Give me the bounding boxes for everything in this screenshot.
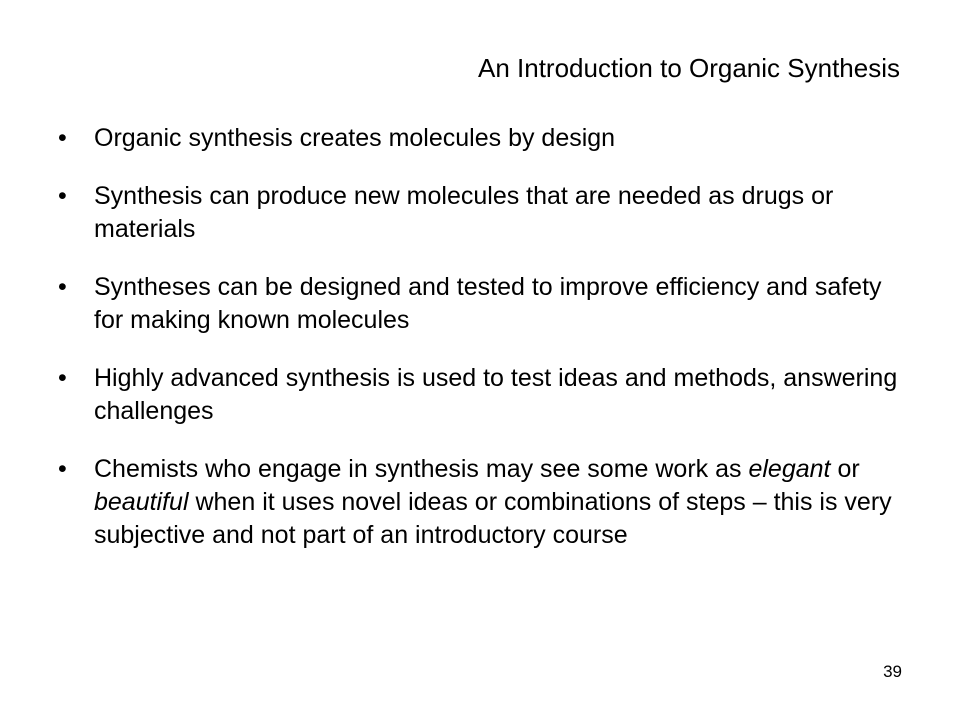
bullet-list bbox=[58, 122, 908, 577]
bullet-glyph: • bbox=[58, 455, 67, 483]
bullet-item bbox=[58, 271, 908, 337]
slide-title: An Introduction to Organic Synthesis bbox=[477, 53, 900, 83]
bullet-item bbox=[58, 180, 908, 246]
bullet-text: Synthesis can produce new molecules that are needed as drugs or materials bbox=[94, 182, 834, 243]
bullet-text-italic: beautiful bbox=[94, 488, 189, 516]
bullet-text: Syntheses can be designed and tested to improve efficiency and safety for making known molecules bbox=[94, 273, 882, 334]
bullet-text: or bbox=[830, 455, 860, 483]
bullet-item bbox=[58, 453, 908, 552]
bullet-glyph: • bbox=[58, 273, 67, 301]
bullet-glyph: • bbox=[58, 364, 67, 392]
bullet-text: Highly advanced synthesis is used to test ideas and methods, answering challenges bbox=[94, 364, 898, 425]
bullet-text: when it uses novel ideas or combinations of steps – this is very subjective and not part of an introductory course bbox=[94, 488, 892, 549]
bullet-glyph: • bbox=[58, 124, 67, 152]
bullet-item bbox=[58, 362, 908, 428]
bullet-text: Chemists who engage in synthesis may see some work as bbox=[94, 455, 749, 483]
bullet-text: Organic synthesis creates molecules by design bbox=[94, 124, 616, 152]
page-number: 39 bbox=[883, 662, 902, 681]
bullet-text-italic: elegant bbox=[748, 455, 831, 483]
bullet-item bbox=[58, 122, 908, 155]
bullet-glyph: • bbox=[58, 182, 67, 210]
